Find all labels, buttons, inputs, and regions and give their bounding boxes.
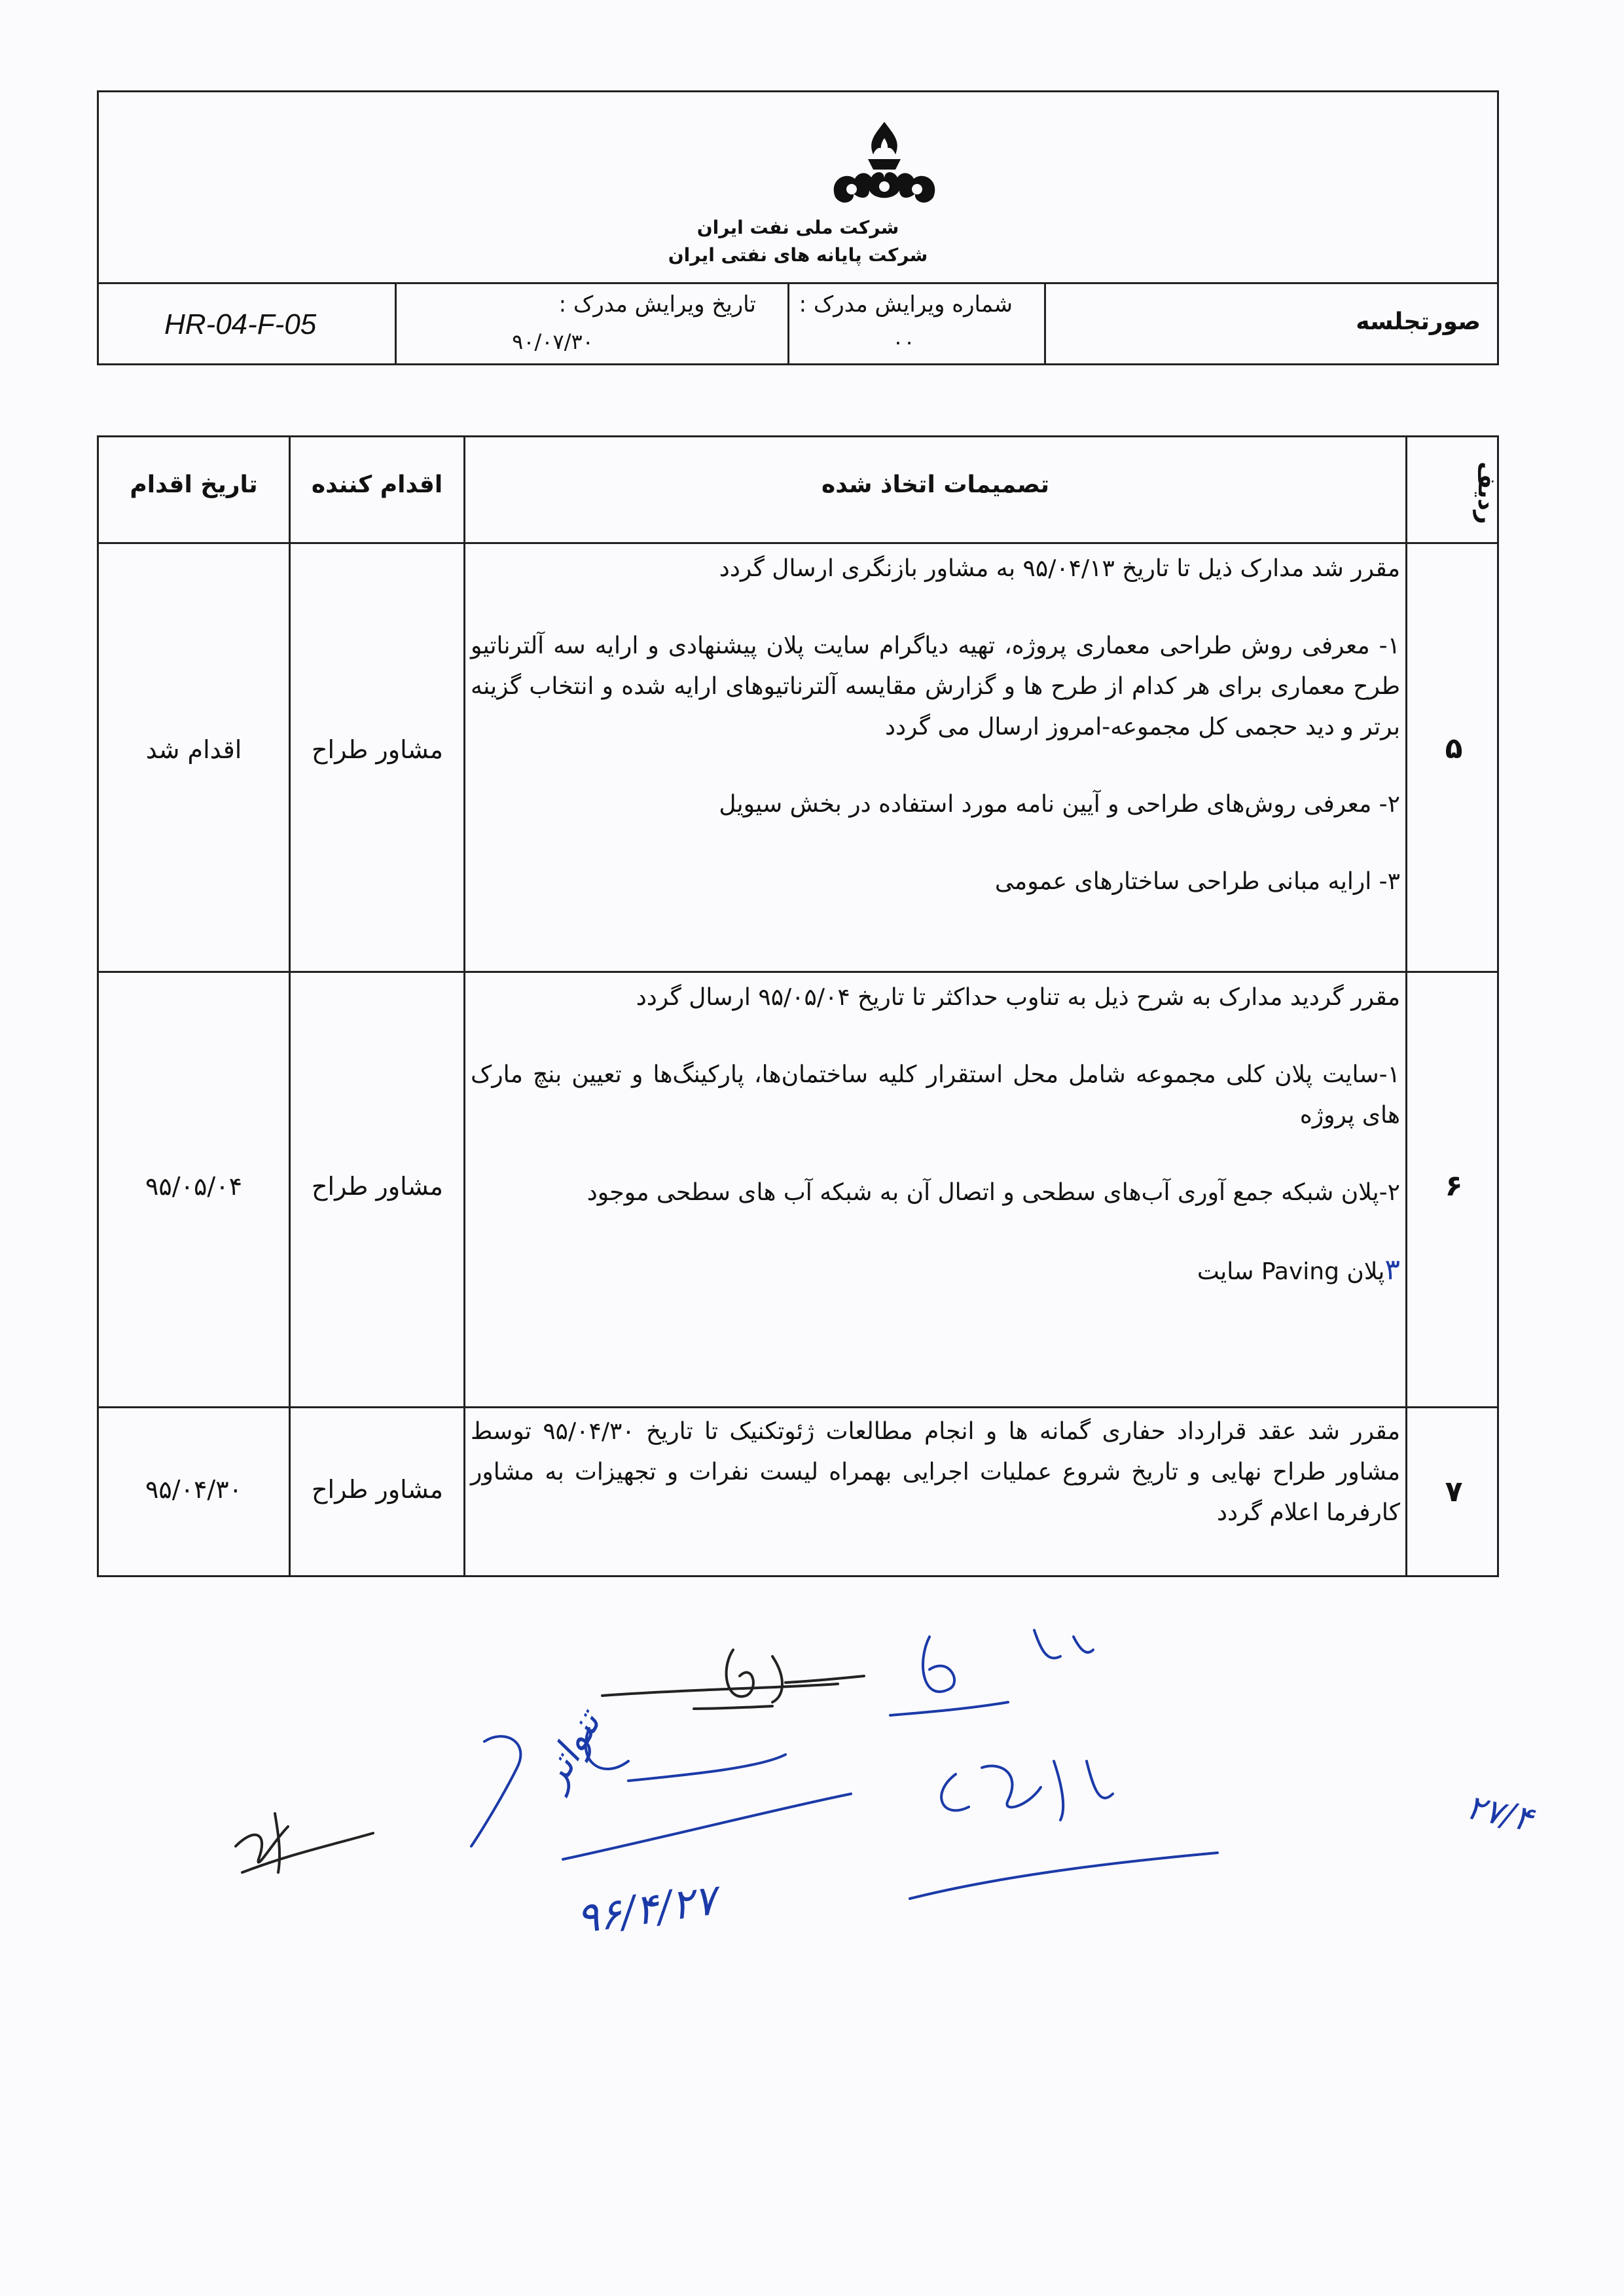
column-divider: [289, 437, 291, 1575]
header-logo-area: [99, 92, 1497, 284]
company-name-line2: شرکت پایانه های نفتی ایران: [668, 244, 928, 266]
header-info-row: [99, 282, 1497, 365]
revision-date-label: تاریخ ویرایش مدرک :: [558, 291, 756, 318]
handwritten-note: ۲۷/۴: [1462, 1787, 1536, 1840]
signature-blue-2: [910, 1761, 1218, 1899]
actor: مشاور طراح: [312, 1475, 443, 1504]
revision-date-cell: [397, 282, 789, 365]
action-date: ۹۵/۰۵/۰۴: [145, 1172, 243, 1201]
decision-paragraph: ۲- معرفی روش‌های طراحی و آیین نامه مورد استفاده در بخش سیویل: [719, 791, 1400, 818]
row-number: ۵: [1445, 732, 1463, 765]
action-date: اقدام شد: [145, 735, 242, 764]
header-action-date: تاریخ اقدام: [130, 471, 258, 498]
revision-number-value: ۰۰: [892, 329, 915, 354]
decision-paragraph: مقرر شد مدارک ذیل تا تاریخ ۹۵/۰۴/۱۳ به مشاور بازنگری ارسال گردد: [719, 555, 1400, 582]
form-title-cell: [1046, 282, 1499, 365]
company-name-line1: شرکت ملی نفت ایران: [696, 217, 899, 238]
document-header: [97, 90, 1499, 365]
signature-black-2: [236, 1813, 373, 1872]
decision-paragraph: مقرر شد عقد قرارداد حفاری گمانه ها و انجام مطالعات ژئوتکنیک تا تاریخ ۹۵/۰۴/۳۰ توسط مشاور طراح نهایی و تاریخ شروع عملیات اجرایی بهمراه لیست نفرات و تجهیزات به مشاور کارفرما اعلام گردد: [471, 1418, 1401, 1526]
signature-blue-1: [890, 1630, 1093, 1715]
handwritten-date: ۹۶/۴/۲۷: [573, 1876, 720, 1944]
decision-text: [471, 549, 1400, 902]
decision-paragraph: پلان Paving سایت: [1197, 1258, 1385, 1285]
signature-blue-3: [471, 1728, 851, 1859]
header-row-number: ردیف: [1473, 462, 1500, 524]
row-number: ۶: [1445, 1169, 1463, 1203]
action-date: ۹۵/۰۴/۳۰: [145, 1475, 243, 1504]
decision-paragraph-with-handwritten-number: [471, 1250, 1400, 1292]
decision-paragraph: ۱-سایت پلان کلی مجموعه شامل محل استقرار کلیه ساختمان‌ها، پارکینگ‌ها و تعیین بنچ مارک های پروژه: [471, 1061, 1400, 1129]
row-divider: [99, 1406, 1497, 1408]
actor: مشاور طراح: [312, 735, 443, 764]
decision-text: [471, 1412, 1400, 1533]
header-decisions: تصمیمات اتخاذ شده: [821, 471, 1049, 498]
actor: مشاور طراح: [312, 1172, 443, 1201]
doc-code-cell: [99, 282, 397, 365]
decision-paragraph: ۲-پلان شبکه جمع آوری آب‌های سطحی و اتصال آن به شبکه آب های سطحی موجود: [586, 1179, 1400, 1206]
decisions-table: [97, 435, 1499, 1577]
header-actor: اقدام کننده: [311, 471, 443, 498]
signature-black-1: [602, 1650, 864, 1709]
doc-code: HR-04-F-05: [164, 308, 317, 340]
decision-paragraph: ۳- ارایه مبانی طراحی ساختارهای عمومی: [994, 868, 1400, 895]
decision-text: [471, 977, 1400, 1292]
decision-paragraph: ۱- معرفی روش طراحی معماری پروژه، تهیه دیاگرام سایت پلان پیشنهادی و ارایه سه آلترناتیو طرح معماری برای هر کدام از طرح ها و گزارش مقایسه آلترناتیوهای ارایه شده و انتخاب گزینه برتر و دید حجمی کل مجموعه-امروز ارسال می گردد: [471, 632, 1400, 740]
revision-date-value: ۹۰/۰۷/۳۰: [512, 329, 594, 354]
column-divider: [1405, 437, 1407, 1575]
row-divider: [99, 542, 1497, 544]
form-title: صورتجلسه: [1356, 308, 1481, 335]
revision-number-label: شماره ویرایش مدرک :: [799, 291, 1013, 318]
column-divider: [463, 437, 465, 1575]
row-divider: [99, 971, 1497, 973]
signatures-area: [196, 1611, 1473, 2003]
revision-number-cell: [789, 282, 1046, 365]
handwritten-number: ۳: [1384, 1253, 1400, 1286]
handwritten-name: تنواتر: [532, 1704, 609, 1796]
row-number: ۷: [1445, 1475, 1463, 1508]
nioc-torch-logo-icon: [822, 118, 947, 210]
decision-paragraph: مقرر گردید مدارک به شرح ذیل به تناوب حداکثر تا تاریخ ۹۵/۰۵/۰۴ ارسال گردد: [636, 984, 1400, 1011]
